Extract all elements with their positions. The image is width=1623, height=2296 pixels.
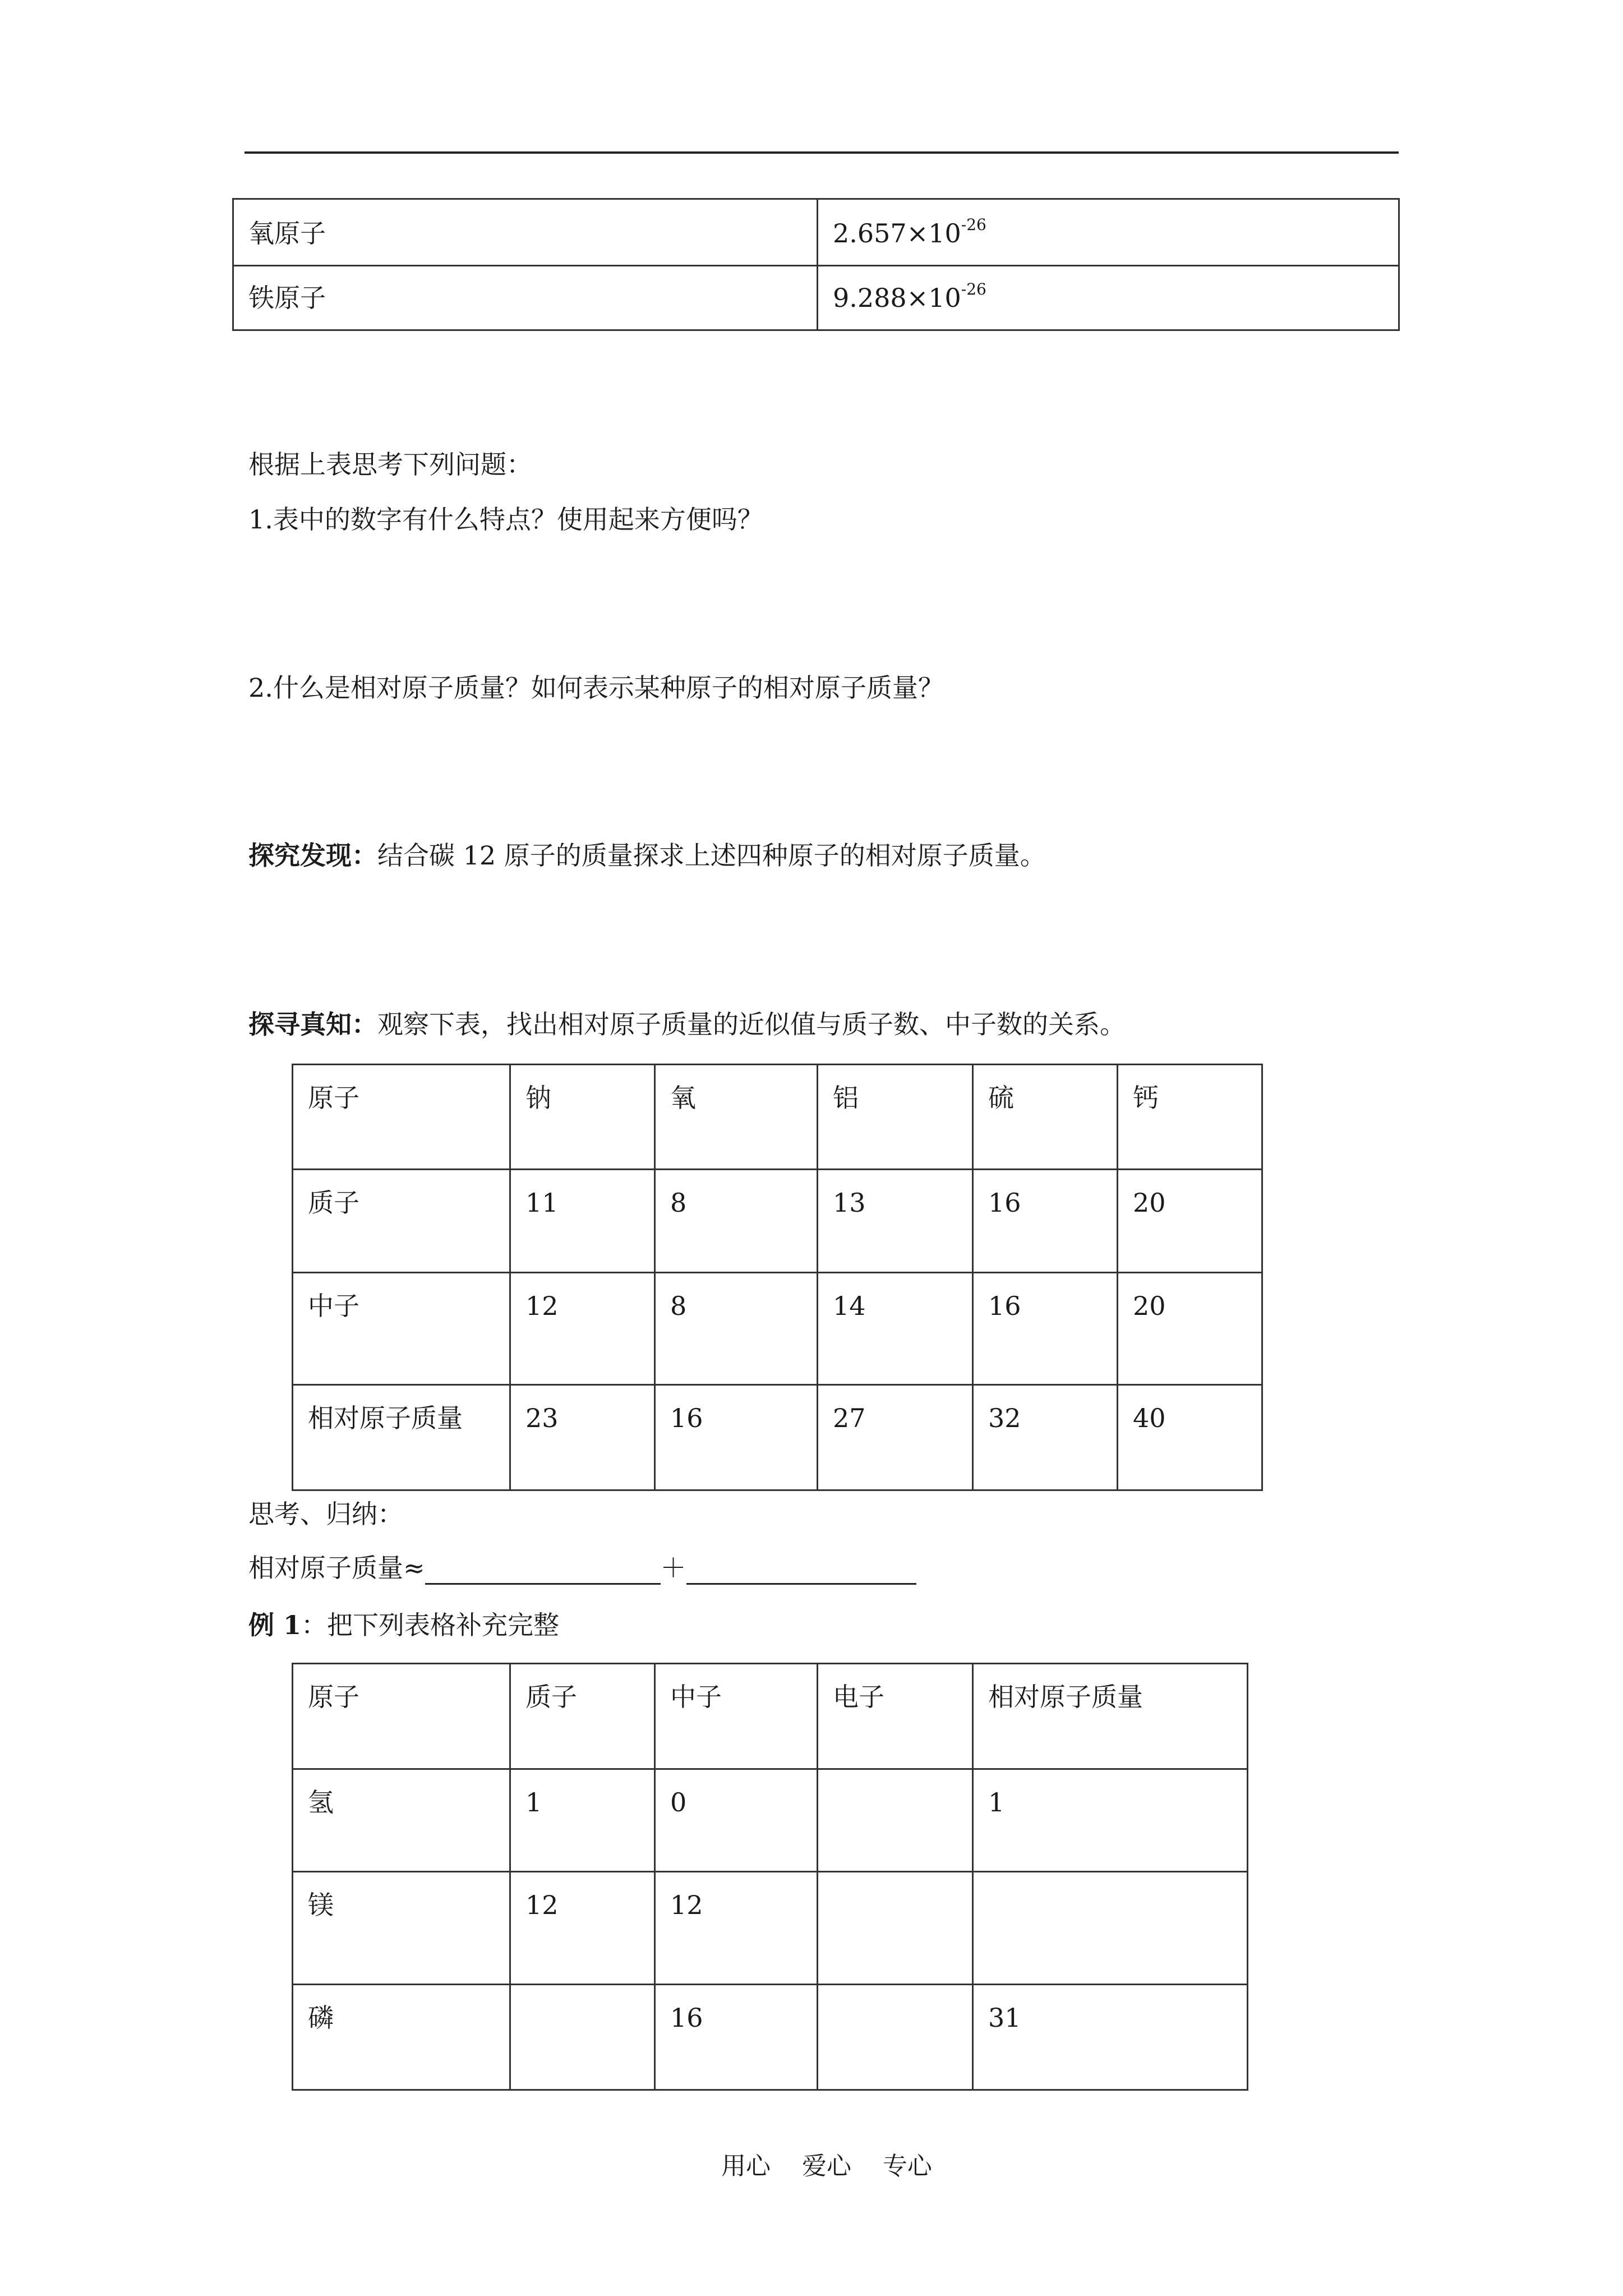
table-row (293, 1872, 1248, 1985)
table-cell: 14 (818, 1273, 973, 1385)
page-footer: 用心 爱心 专心 (721, 2152, 932, 2180)
table-row (233, 266, 1399, 330)
table-cell: 16 (655, 1985, 818, 2090)
table-cell: 质子 (293, 1170, 510, 1273)
question-1: 1.表中的数字有什么特点？使用起来方便吗？ (248, 504, 763, 535)
table-cell: 12 (510, 1273, 655, 1385)
table-cell: 0 (655, 1769, 818, 1872)
table-cell: 1 (973, 1769, 1248, 1872)
relation-table (292, 1064, 1263, 1491)
blank-field-2[interactable] (686, 1555, 916, 1585)
example-label: 例 1 (248, 1610, 302, 1640)
table-row (233, 199, 1399, 266)
table-cell: 铁原子 (233, 266, 818, 330)
table-row (293, 1664, 1248, 1769)
table-cell[interactable] (818, 1985, 973, 2090)
seek-paragraph (248, 1007, 1126, 1041)
atom-mass-table (232, 198, 1400, 331)
summary-title: 思考、归纳： (248, 1499, 403, 1529)
table-cell: 镁 (293, 1872, 510, 1985)
table-header-cell: 钙 (1118, 1065, 1262, 1170)
explore-paragraph (248, 839, 1046, 872)
table-cell: 27 (818, 1385, 973, 1490)
example-table (292, 1663, 1248, 2091)
table-cell: $9.288\times 10^{-26}$ (818, 266, 1399, 330)
table-cell[interactable] (510, 1985, 655, 2090)
table-cell: 氧原子 (233, 199, 818, 266)
table-header-cell: 钠 (510, 1065, 655, 1170)
table-cell: $2.657\times 10^{-26}$ (818, 199, 1399, 266)
example-text: ：把下列表格补充完整 (301, 1610, 560, 1640)
table-cell: 相对原子质量 (293, 1385, 510, 1490)
table-row (293, 1170, 1262, 1273)
table-header-cell: 氧 (655, 1065, 818, 1170)
table-header-cell: 硫 (973, 1065, 1118, 1170)
explore-label: 探究发现： (248, 840, 377, 871)
table-row (293, 1985, 1248, 2090)
table-cell: 23 (510, 1385, 655, 1490)
table-row (293, 1385, 1262, 1490)
blank-field-1[interactable] (425, 1555, 661, 1585)
plus-sign: ＋ (660, 1553, 686, 1583)
table-cell: 12 (510, 1872, 655, 1985)
table-cell: 13 (818, 1170, 973, 1273)
table-header-cell: 质子 (510, 1664, 655, 1769)
header-rule (245, 151, 1399, 154)
seek-label: 探寻真知： (248, 1009, 377, 1039)
table-row (293, 1769, 1248, 1872)
table-header-cell: 相对原子质量 (973, 1664, 1248, 1769)
table-cell[interactable] (818, 1872, 973, 1985)
table-cell: 8 (655, 1273, 818, 1385)
table-cell: 氢 (293, 1769, 510, 1872)
example-heading (248, 1608, 559, 1642)
table-cell: 12 (655, 1872, 818, 1985)
table-row (293, 1065, 1262, 1170)
table-cell[interactable] (973, 1872, 1248, 1985)
seek-text: 观察下表，找出相对原子质量的近似值与质子数、中子数的关系。 (377, 1009, 1126, 1039)
table-cell: 8 (655, 1170, 818, 1273)
table-cell: 31 (973, 1985, 1248, 2090)
table-cell: 20 (1118, 1170, 1262, 1273)
formula-prefix: 相对原子质量≈ (248, 1553, 425, 1583)
questions-intro: 根据上表思考下列问题： (248, 449, 532, 480)
table-header-cell: 铝 (818, 1065, 973, 1170)
summary-formula (248, 1551, 916, 1585)
table-cell: 40 (1118, 1385, 1262, 1490)
table-cell: 16 (655, 1385, 818, 1490)
table-cell[interactable] (818, 1769, 973, 1872)
explore-text: 结合碳 12 原子的质量探求上述四种原子的相对原子质量。 (377, 840, 1046, 871)
table-cell: 32 (973, 1385, 1118, 1490)
table-header-cell: 原子 (293, 1065, 510, 1170)
table-header-cell: 电子 (818, 1664, 973, 1769)
table-cell: 16 (973, 1273, 1118, 1385)
table-cell: 磷 (293, 1985, 510, 2090)
question-2: 2.什么是相对原子质量？如何表示某种原子的相对原子质量？ (248, 673, 944, 703)
table-cell: 11 (510, 1170, 655, 1273)
table-header-cell: 中子 (655, 1664, 818, 1769)
table-cell: 20 (1118, 1273, 1262, 1385)
table-header-cell: 原子 (293, 1664, 510, 1769)
table-cell: 中子 (293, 1273, 510, 1385)
table-cell: 16 (973, 1170, 1118, 1273)
table-row (293, 1273, 1262, 1385)
table-cell: 1 (510, 1769, 655, 1872)
